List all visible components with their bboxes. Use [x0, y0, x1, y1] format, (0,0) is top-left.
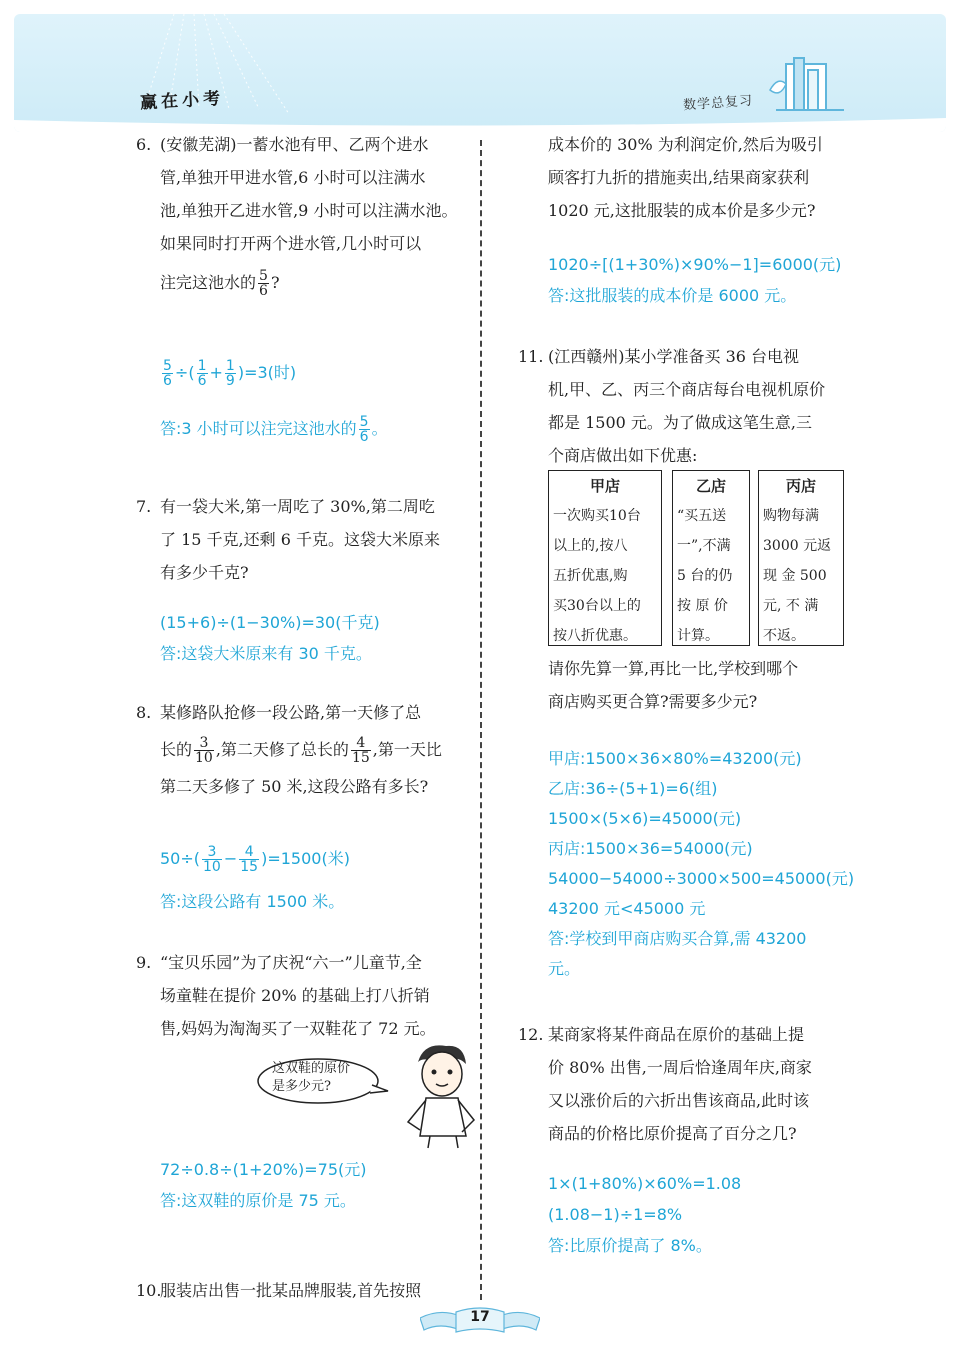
brand-title: 赢在小考 — [139, 88, 225, 114]
fraction — [258, 269, 269, 298]
answer-8-text: 答:这段公路有 1500 米。 — [160, 892, 345, 911]
question-number: 9. — [136, 953, 152, 972]
question-line: 某修路队抢修一段公路,第一天修了总 — [160, 703, 422, 722]
shop-card-bing — [758, 470, 844, 646]
text: ,第一天比 — [372, 740, 442, 759]
text: 答:3 小时可以注完这池水的 — [160, 419, 357, 438]
question-line: 了 15 千克,还剩 6 千克。这袋大米原来 — [160, 530, 440, 549]
shop-line: 不返。 — [763, 628, 805, 644]
question-line: 请你先算一算,再比一比,学校到哪个 — [548, 659, 799, 678]
question-6 — [136, 128, 472, 299]
text: ? — [270, 273, 280, 292]
shop-line: 买30台以上的 — [553, 598, 641, 614]
question-line — [160, 733, 472, 766]
question-line: (江西赣州)某小学准备买 36 台电视 — [548, 347, 800, 366]
numerator: 5 — [359, 414, 369, 430]
shop-line: 以上的,按八 — [553, 538, 628, 554]
shop-name: 甲店 — [589, 477, 620, 495]
denominator: 6 — [359, 429, 369, 445]
shop-line: 现 金 500 — [763, 568, 827, 584]
text: ÷( — [174, 363, 195, 382]
question-9 — [136, 946, 472, 1045]
answer-6-text — [160, 414, 388, 444]
question-10-cont — [548, 128, 858, 227]
answer-8-calc — [160, 844, 350, 874]
bubble-line: 这双鞋的原价 — [272, 1061, 351, 1076]
answer-line: 54000−54000÷3000×500=45000(元) — [548, 869, 855, 888]
denominator: 6 — [163, 373, 172, 389]
fraction — [194, 736, 214, 765]
question-line: 个商店做出如下优惠: — [548, 446, 698, 465]
question-number: 7. — [136, 497, 152, 516]
question-number: 8. — [136, 703, 152, 722]
question-line: 都是 1500 元。为了做成这笔生意,三 — [548, 413, 812, 432]
question-line: 价 80% 出售,一周后恰逢周年庆,商家 — [548, 1058, 812, 1077]
fraction — [197, 359, 208, 388]
text: + — [209, 363, 223, 382]
answer-line: 答:学校到甲商店购买合算,需 43200 — [548, 929, 807, 948]
question-line: 如果同时打开两个进水管,几小时可以 — [160, 234, 422, 253]
page-number: 17 — [470, 1309, 490, 1325]
answer-line: 元。 — [548, 959, 581, 978]
shop-line: 按八折优惠。 — [553, 628, 637, 644]
answer-9-calc: 72÷0.8÷(1+20%)=75(元) — [160, 1160, 367, 1179]
numerator: 3 — [194, 736, 214, 751]
answer-12-text: 答:比原价提高了 8%。 — [548, 1236, 712, 1255]
shop-line: 3000 元返 — [763, 538, 832, 554]
question-line: 有一袋大米,第一周吃了 30%,第二周吃 — [160, 497, 435, 516]
denominator: 15 — [351, 750, 370, 766]
shop-line: 五折优惠,购 — [553, 568, 628, 584]
answer-11 — [548, 744, 854, 984]
question-12 — [518, 1018, 858, 1150]
shop-line: 元, 不 满 — [763, 598, 819, 614]
boy-illustration — [400, 1040, 480, 1150]
question-11 — [518, 340, 858, 472]
bubble-line: 是多少元? — [272, 1079, 331, 1094]
answer-12-calc-2: (1.08−1)÷1=8% — [548, 1205, 683, 1224]
question-number: 11. — [518, 347, 544, 366]
answer-line: 甲店:1500×36×80%=43200(元) — [548, 749, 802, 768]
denominator: 10 — [195, 750, 213, 766]
denominator: 15 — [240, 859, 259, 875]
subject-title: 数学总复习 — [682, 93, 754, 114]
answer-9-text: 答:这双鞋的原价是 75 元。 — [160, 1191, 356, 1210]
text: ,第二天修了总长的 — [215, 740, 349, 759]
question-number: 6. — [136, 135, 152, 154]
shop-name: 丙店 — [785, 477, 816, 495]
numerator: 1 — [197, 358, 207, 374]
question-line: 成本价的 30% 为利润定价,然后为吸引 — [548, 135, 823, 154]
question-line: 机,甲、乙、丙三个商店每台电视机原价 — [548, 380, 826, 399]
shop-line: 计算。 — [677, 628, 719, 644]
question-line: 池,单独开乙进水管,9 小时可以注满水池。 — [160, 201, 458, 220]
fraction — [225, 359, 236, 388]
question-line: 第二天多修了 50 米,这段公路有多长? — [160, 777, 429, 796]
books-icon — [766, 54, 846, 118]
question-line: 管,单独开甲进水管,6 小时可以注满水 — [160, 168, 426, 187]
question-line: 有多少千克? — [160, 563, 249, 582]
question-number: 12. — [518, 1025, 544, 1044]
text: )=1500(米) — [261, 849, 350, 868]
numerator: 5 — [163, 358, 172, 374]
question-8 — [136, 696, 472, 803]
shop-name: 乙店 — [695, 477, 726, 495]
fraction — [239, 845, 259, 874]
text: 。 — [371, 419, 388, 438]
question-line — [160, 266, 472, 299]
answer-7-calc: (15+6)÷(1−30%)=30(千克) — [160, 613, 380, 632]
question-line: “宝贝乐园”为了庆祝“六一”儿童节,全 — [160, 953, 422, 972]
column-divider — [480, 140, 482, 1300]
question-11-ask — [548, 652, 858, 718]
text: 长的 — [160, 740, 193, 759]
question-number: 10. — [136, 1281, 162, 1300]
shop-line: 购物每满 — [763, 508, 819, 524]
answer-line: 43200 元<45000 元 — [548, 899, 706, 918]
question-line: 顾客打九折的措施卖出,结果商家获利 — [548, 168, 810, 187]
answer-7-text: 答:这袋大米原来有 30 千克。 — [160, 644, 372, 663]
text: )=3(时) — [237, 363, 297, 382]
numerator: 3 — [202, 845, 222, 860]
numerator: 4 — [351, 736, 371, 751]
numerator: 4 — [239, 845, 259, 860]
text: − — [223, 849, 238, 868]
fraction — [359, 415, 370, 444]
question-line: 某商家将某件商品在原价的基础上提 — [548, 1025, 805, 1044]
denominator: 9 — [225, 373, 235, 389]
shop-card-yi — [672, 470, 750, 646]
shop-card-jia — [548, 470, 662, 646]
shop-line: 一次购买10台 — [553, 508, 641, 524]
denominator: 10 — [203, 859, 221, 875]
answer-12-calc-1: 1×(1+80%)×60%=1.08 — [548, 1174, 742, 1193]
answer-10-calc: 1020÷[(1+30%)×90%−1]=6000(元) — [548, 255, 842, 274]
page-header — [14, 14, 946, 132]
shop-line: 5 台的仍 — [677, 568, 733, 584]
speech-bubble-text — [272, 1060, 372, 1096]
question-line: 售,妈妈为淘淘买了一双鞋花了 72 元。 — [160, 1019, 436, 1038]
numerator: 5 — [259, 268, 268, 284]
denominator: 6 — [259, 283, 268, 299]
answer-line: 1500×(5×6)=45000(元) — [548, 809, 742, 828]
shop-line: 一”,不满 — [677, 538, 731, 554]
question-line: 商店购买更合算?需要多少元? — [548, 692, 758, 711]
text: 注完这池水的 — [160, 273, 257, 292]
denominator: 6 — [197, 373, 207, 389]
numerator: 1 — [225, 358, 235, 374]
question-line: 1020 元,这批服装的成本价是多少元? — [548, 201, 816, 220]
text: 50÷( — [160, 849, 201, 868]
fraction — [351, 736, 371, 765]
shop-line: 按 原 价 — [677, 598, 728, 614]
question-line: 场童鞋在提价 20% 的基础上打八折销 — [160, 986, 430, 1005]
answer-line: 乙店:36÷(5+1)=6(组) — [548, 779, 718, 798]
question-line: 服装店出售一批某品牌服装,首先按照 — [160, 1281, 422, 1300]
fraction — [162, 359, 173, 388]
shop-offers — [548, 470, 848, 646]
fraction — [202, 845, 222, 874]
answer-10-text: 答:这批服装的成本价是 6000 元。 — [548, 286, 797, 305]
answer-line: 丙店:1500×36=54000(元) — [548, 839, 753, 858]
question-line: (安徽芜湖)一蓄水池有甲、乙两个进水 — [160, 135, 429, 154]
shop-line: “买五送 — [677, 508, 727, 524]
question-line: 商品的价格比原价提高了百分之几? — [548, 1124, 797, 1143]
question-7 — [136, 490, 472, 589]
question-line: 又以涨价后的六折出售该商品,此时该 — [548, 1091, 810, 1110]
answer-6-calc — [160, 358, 296, 388]
